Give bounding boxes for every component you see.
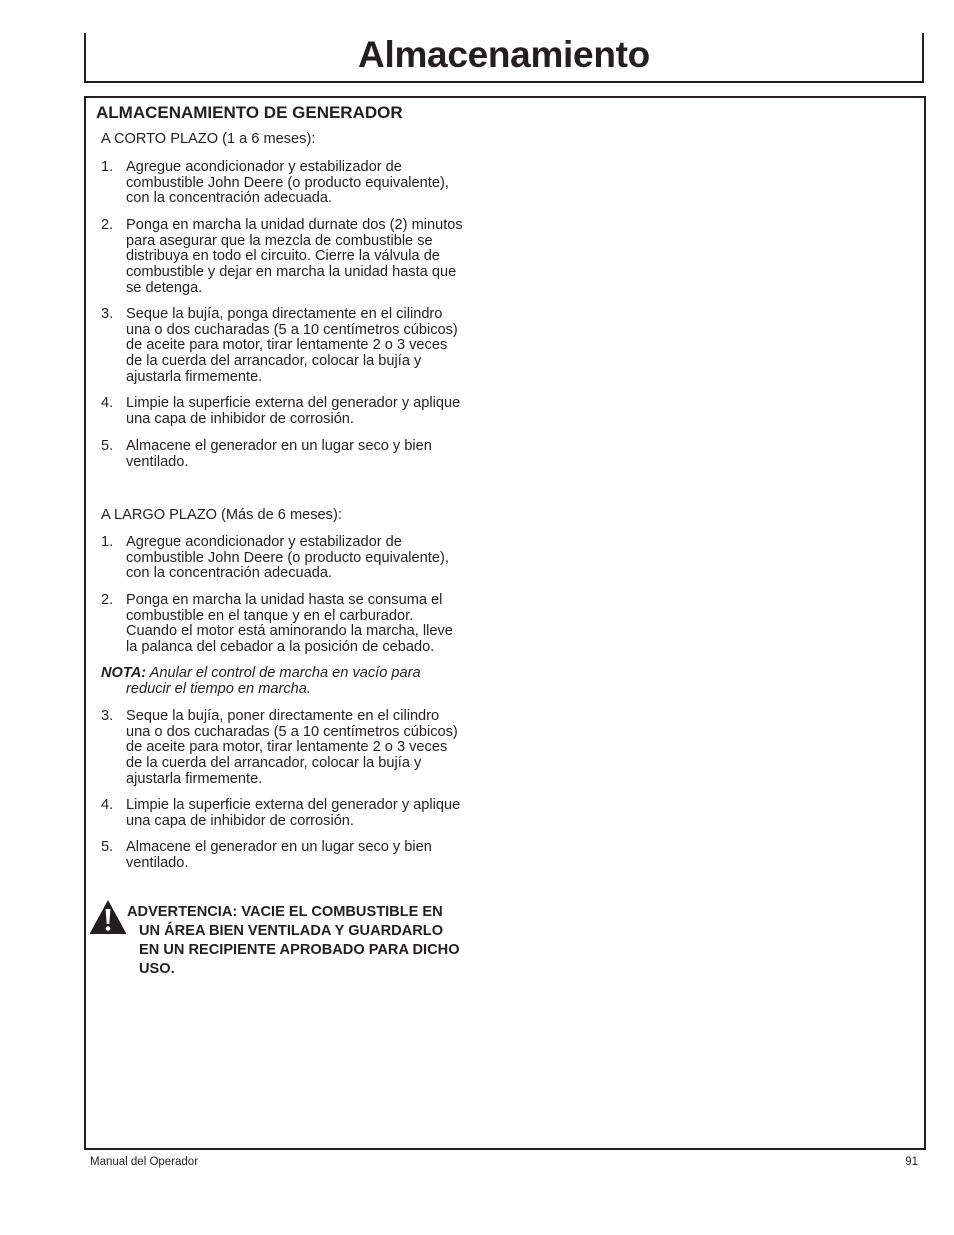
item-line: Ponga en marcha la unidad durnate dos (2) minutos [126, 217, 463, 233]
warning-line-2: UN ÁREA BIEN VENTILADA Y GUARDARLO [139, 923, 444, 939]
item-line: con la concentración adecuada. [126, 565, 333, 582]
short-term-item-1 [101, 160, 491, 207]
item-line: ventilado. [126, 453, 189, 470]
item-line: combustible John Deere (o producto equivalente), [126, 549, 449, 566]
item-line: ajustarla firmemente. [126, 770, 263, 787]
item-line: combustible y dejar en marcha la unidad hasta que [126, 264, 457, 281]
item-number: 1. [101, 159, 114, 175]
item-line: Seque la bujía, poner directamente en el cilindro [126, 708, 440, 724]
item-text [126, 840, 491, 871]
short-term-heading: A CORTO PLAZO (1 a 6 meses): [101, 131, 316, 147]
footer-manual-title: Manual del Operador [90, 1156, 199, 1168]
item-text [126, 160, 491, 207]
note-label: NOTA: [101, 665, 147, 681]
note-line-2: reducir el tiempo en marcha. [126, 680, 311, 697]
item-line: de aceite para motor, tirar lentamente 2 o 3 veces [126, 739, 448, 756]
warning-text [127, 903, 487, 979]
item-line: con la concentración adecuada. [126, 190, 333, 207]
long-term-item-5 [101, 840, 491, 871]
item-line: la palanca del cebador a la posición de cebado. [126, 639, 435, 656]
item-text [126, 439, 491, 470]
short-term-item-4 [101, 396, 491, 427]
long-term-item-1 [101, 535, 491, 582]
page-title: Almacenamiento [358, 34, 650, 75]
item-text [126, 307, 491, 386]
item-line: Seque la bujía, ponga directamente en el cilindro [126, 306, 443, 322]
long-term-item-2 [101, 593, 491, 656]
item-text [126, 218, 491, 297]
warning-triangle-icon [89, 899, 127, 935]
item-line: combustible en el tanque y en el carburador. [126, 607, 414, 624]
item-line: una capa de inhibidor de corrosión. [126, 410, 354, 427]
note [101, 666, 491, 697]
item-line: Limpie la superficie externa del generador y aplique [126, 797, 461, 813]
long-term-item-3 [101, 709, 491, 788]
title-box [84, 33, 924, 83]
item-line: Almacene el generador en un lugar seco y bien [126, 438, 432, 454]
item-line: de la cuerda del arrancador, colocar la bujía y [126, 755, 422, 772]
note-line-1: Anular el control de marcha en vacío para [146, 665, 421, 681]
section-title: ALMACENAMIENTO DE GENERADOR [96, 103, 403, 122]
item-text [126, 709, 491, 788]
item-line: una o dos cucharadas (5 a 10 centímetros cúbicos) [126, 723, 458, 740]
item-line: distribuya en todo el circuito. Cierre la válvula de [126, 248, 440, 265]
item-line: Ponga en marcha la unidad hasta se consuma el [126, 592, 443, 608]
item-number: 4. [101, 797, 114, 813]
short-term-item-5 [101, 439, 491, 470]
item-line: una o dos cucharadas (5 a 10 centímetros cúbicos) [126, 321, 458, 338]
item-number: 3. [101, 708, 114, 724]
item-line: se detenga. [126, 279, 203, 296]
item-number: 3. [101, 306, 114, 322]
item-line: Almacene el generador en un lugar seco y bien [126, 839, 432, 855]
item-line: una capa de inhibidor de corrosión. [126, 812, 354, 829]
item-number: 2. [101, 592, 114, 608]
long-term-item-4 [101, 798, 491, 829]
item-text [126, 535, 491, 582]
warning-line-4: USO. [139, 961, 175, 977]
item-line: Limpie la superficie externa del generador y aplique [126, 395, 461, 411]
footer-page-number: 91 [905, 1156, 918, 1168]
item-line: de aceite para motor, tirar lentamente 2 o 3 veces [126, 337, 448, 354]
item-text [126, 798, 491, 829]
warning-line-1: ADVERTENCIA: VACIE EL COMBUSTIBLE EN [127, 904, 443, 920]
long-term-heading: A LARGO PLAZO (Más de 6 meses): [101, 507, 342, 523]
item-number: 2. [101, 217, 114, 233]
item-number: 5. [101, 839, 114, 855]
warning-line-3: EN UN RECIPIENTE APROBADO PARA DICHO [139, 942, 460, 958]
item-text [126, 396, 491, 427]
short-term-item-2 [101, 218, 491, 297]
item-line: ventilado. [126, 854, 189, 871]
item-line: Agregue acondicionador y estabilizador de [126, 534, 402, 550]
item-number: 5. [101, 438, 114, 454]
short-term-item-3 [101, 307, 491, 386]
item-line: Cuando el motor está aminorando la marcha, lleve [126, 623, 453, 640]
item-line: combustible John Deere (o producto equivalente), [126, 174, 449, 191]
item-number: 1. [101, 534, 114, 550]
item-line: ajustarla firmemente. [126, 368, 263, 385]
item-number: 4. [101, 395, 114, 411]
item-line: de la cuerda del arrancador, colocar la bujía y [126, 353, 422, 370]
item-line: para asegurar que la mezcla de combustible se [126, 232, 433, 249]
item-line: Agregue acondicionador y estabilizador de [126, 159, 402, 175]
item-text [126, 593, 491, 656]
